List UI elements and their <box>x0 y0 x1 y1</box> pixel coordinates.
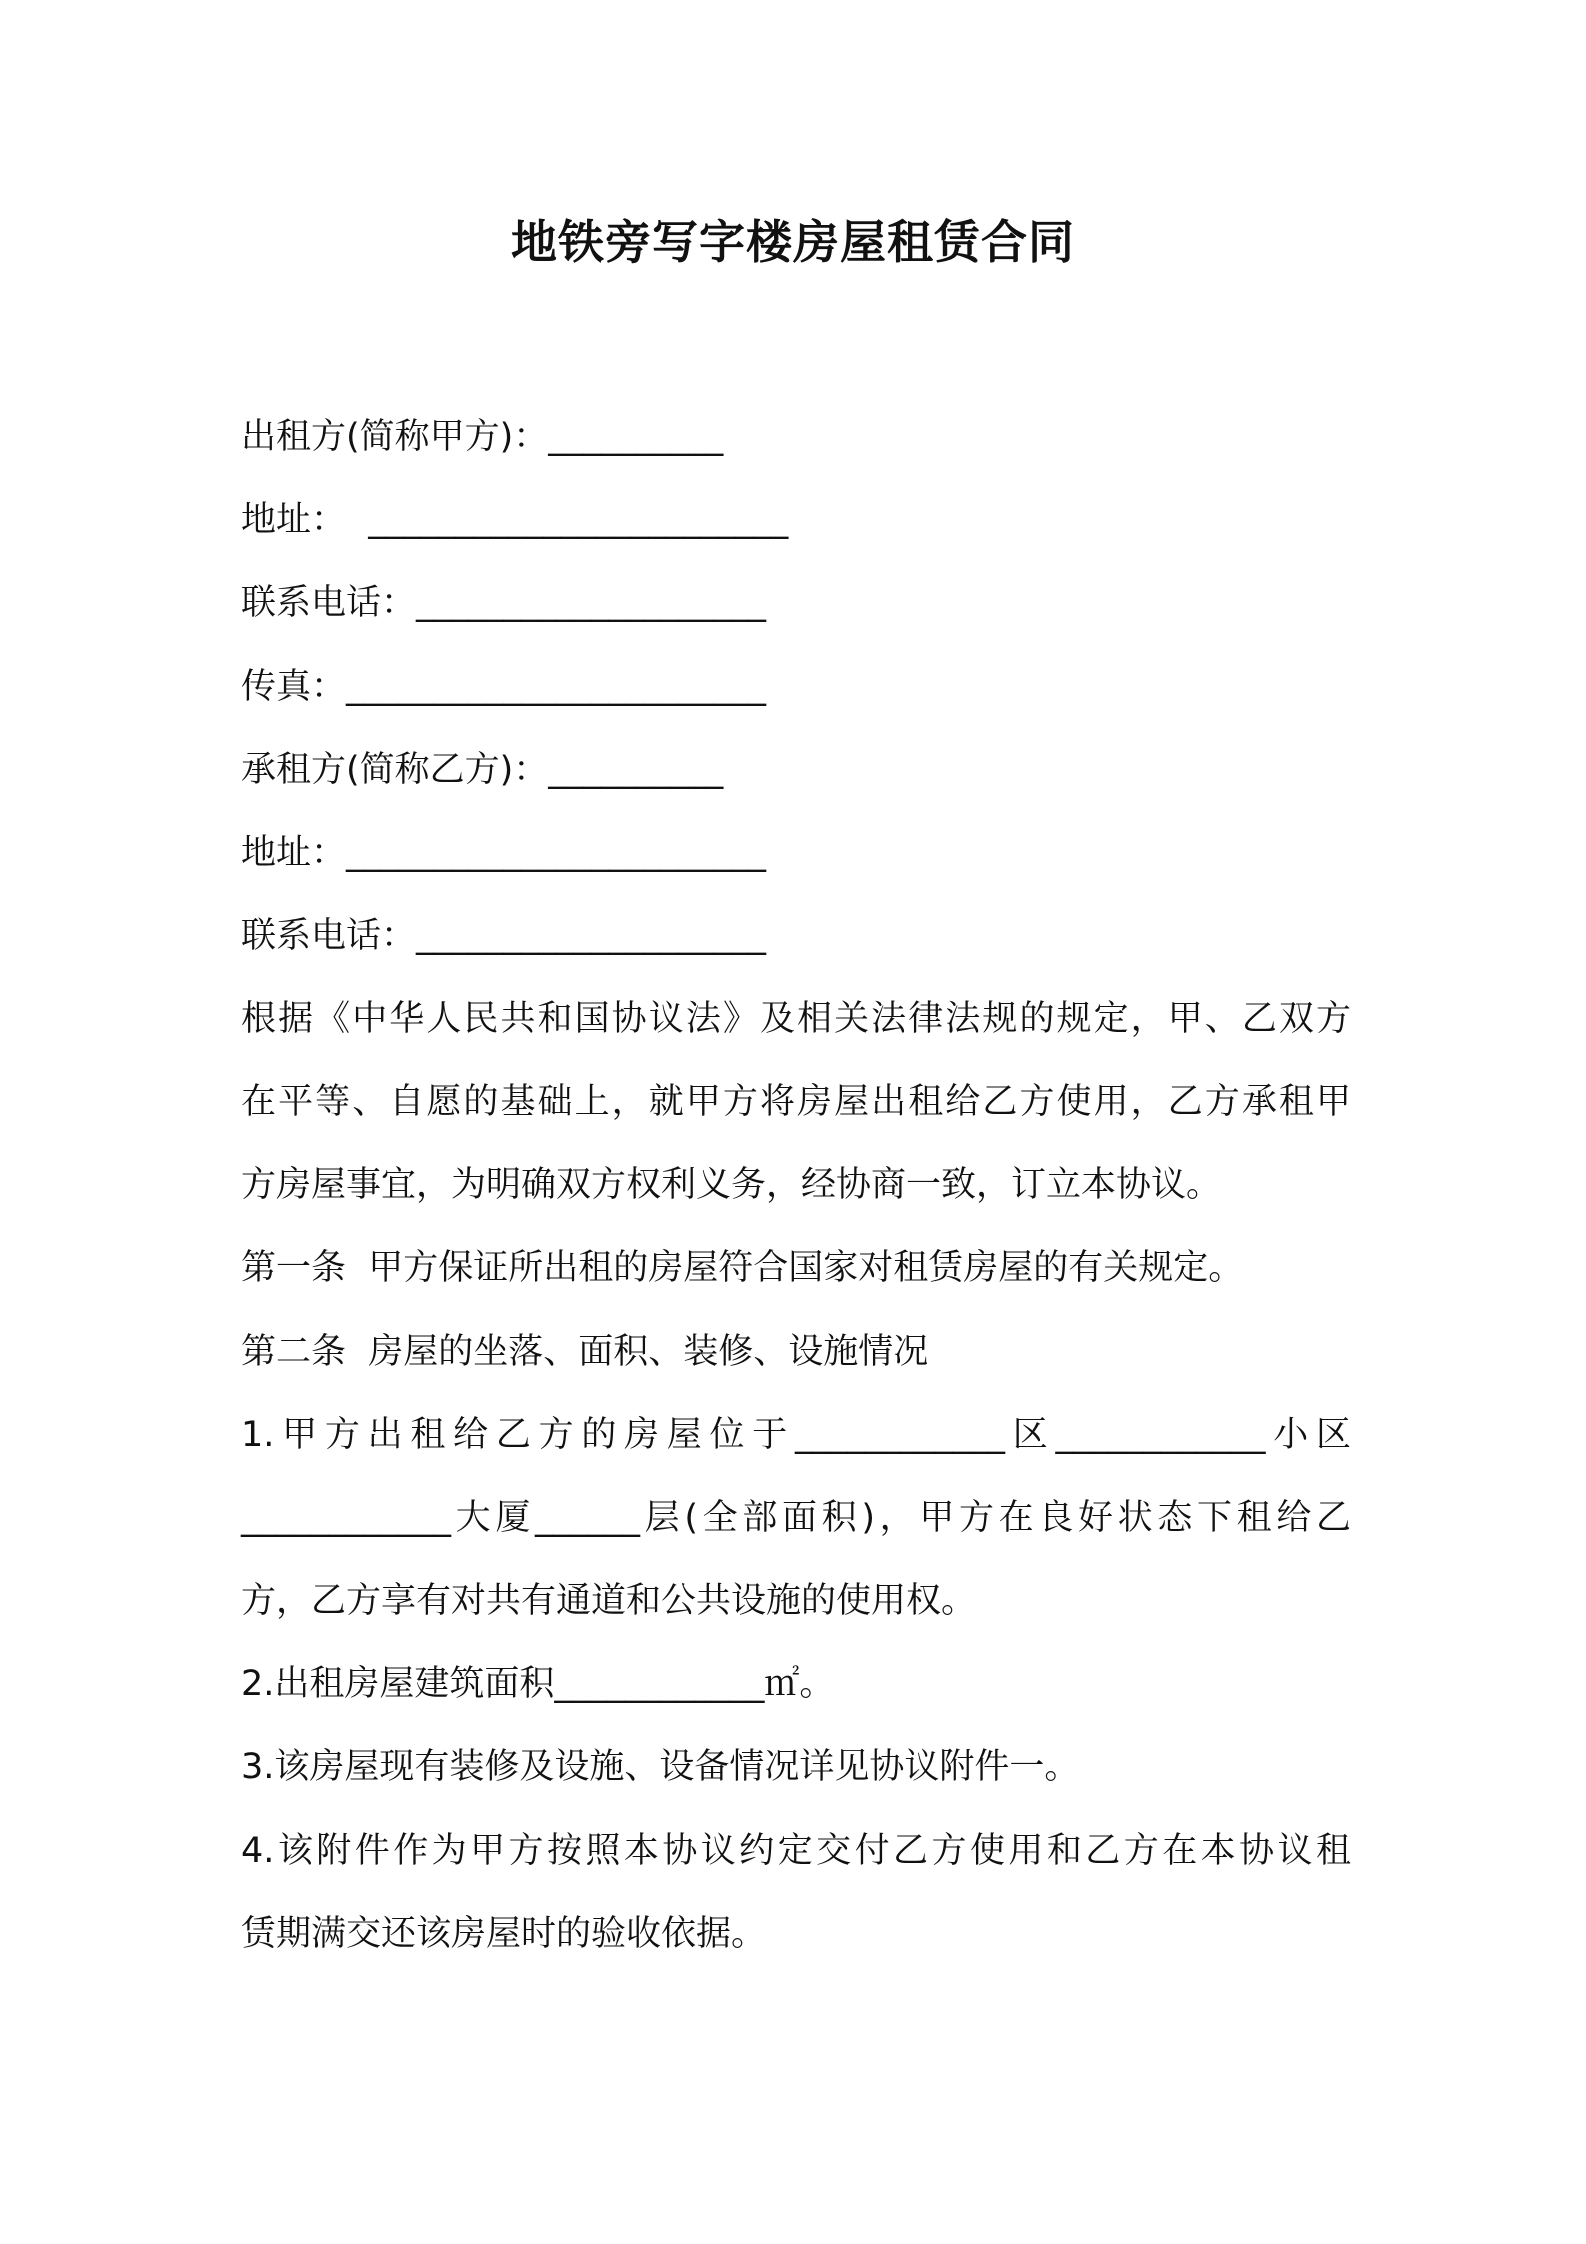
clause-1-line: 1.甲方出租给乙方的房屋位于____________区____________小区 <box>241 1415 1351 1455</box>
clause-4-line: 赁期满交还该房屋时的验收依据。 <box>241 1914 767 1954</box>
clause-4-line: 4.该附件作为甲方按照本协议约定交付乙方使用和乙方在本协议租 <box>241 1831 1351 1871</box>
lessee-phone-line: 联系电话：____________________ <box>241 916 767 956</box>
lessor-phone-line: 联系电话：____________________ <box>241 583 767 623</box>
clause-1-line: ____________大厦______层(全部面积)，甲方在良好状态下租给乙 <box>241 1498 1351 1538</box>
clause-1-line: 方，乙方享有对共有通道和公共设施的使用权。 <box>241 1581 977 1621</box>
clause-2: 2.出租房屋建筑面积____________㎡。 <box>241 1664 835 1704</box>
lessee-address-line: 地址：________________________ <box>241 833 767 873</box>
preamble-line: 根据《中华人民共和国协议法》及相关法律法规的规定，甲、乙双方 <box>241 999 1351 1039</box>
lessor-address-line: 地址： ________________________ <box>241 500 789 540</box>
lessor-name-line: 出租方(简称甲方)：__________ <box>241 417 724 457</box>
clause-3: 3.该房屋现有装修及设施、设备情况详见协议附件一。 <box>241 1747 1080 1787</box>
article-2-heading: 第二条 房屋的坐落、面积、装修、设施情况 <box>241 1332 929 1372</box>
lessor-fax-line: 传真：________________________ <box>241 667 767 707</box>
contract-title: 地铁旁写字楼房屋租赁合同 <box>511 215 1075 269</box>
article-1: 第一条 甲方保证所出租的房屋符合国家对租赁房屋的有关规定。 <box>241 1248 1244 1288</box>
lessee-name-line: 承租方(简称乙方)：__________ <box>241 750 724 790</box>
preamble-line: 方房屋事宜，为明确双方权利义务，经协商一致，订立本协议。 <box>241 1165 1222 1205</box>
preamble-line: 在平等、自愿的基础上，就甲方将房屋出租给乙方使用，乙方承租甲 <box>241 1082 1351 1122</box>
